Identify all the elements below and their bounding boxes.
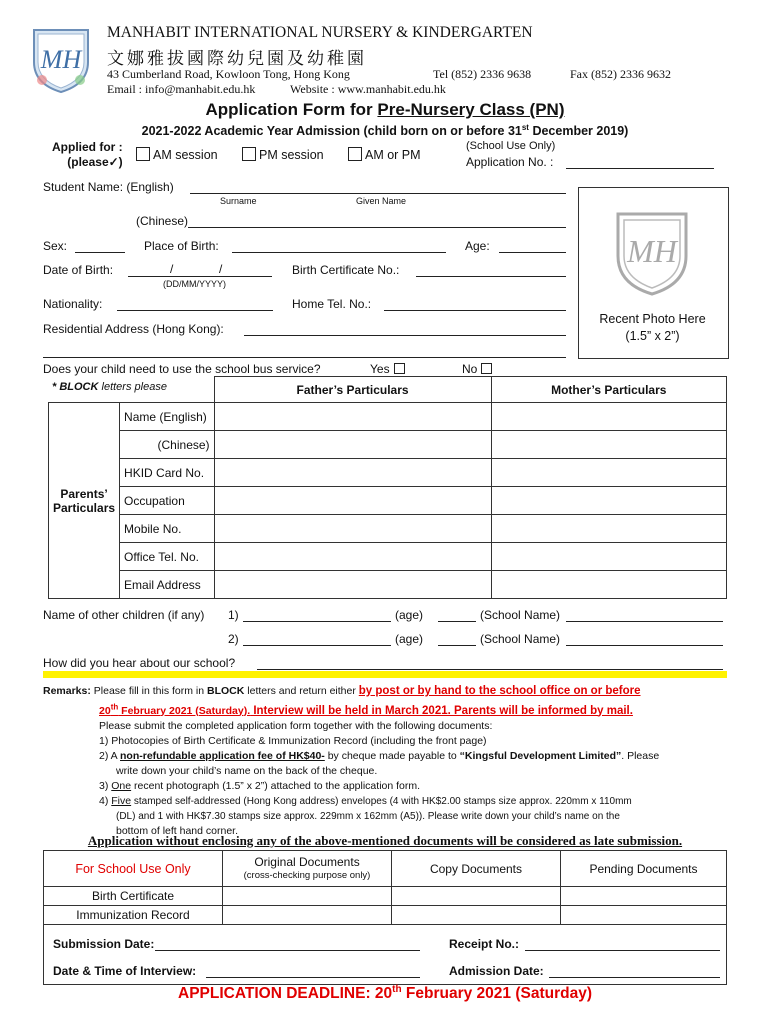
sex-field[interactable] bbox=[75, 252, 125, 253]
svg-text:MH: MH bbox=[40, 45, 82, 74]
pm-session-option[interactable]: PM session bbox=[242, 147, 324, 162]
father-occupation-field[interactable] bbox=[214, 487, 491, 515]
school-website: Website : www.manhabit.edu.hk bbox=[290, 82, 446, 96]
original-documents-header: Original Documents (cross-checking purpose only) bbox=[223, 851, 392, 887]
father-name-chinese-field[interactable] bbox=[214, 431, 491, 459]
dob-slash-1: / bbox=[170, 262, 174, 276]
place-of-birth-label: Place of Birth: bbox=[144, 239, 219, 253]
school-logo bbox=[28, 22, 94, 94]
student-name-chinese-label: (Chinese) bbox=[136, 214, 189, 228]
father-office-tel-field[interactable] bbox=[214, 543, 491, 571]
school-name-chinese: 文娜雅拔國際幼兒園及幼稚園 bbox=[107, 49, 367, 68]
pending-documents-header: Pending Documents bbox=[561, 851, 727, 887]
hear-about-school-field[interactable] bbox=[257, 669, 723, 670]
interview-date-label: Date & Time of Interview: bbox=[53, 964, 197, 978]
highlight-bar bbox=[43, 671, 727, 678]
school-address: 43 Cumberland Road, Kowloon Tong, Hong Kong bbox=[107, 67, 350, 81]
other-child-2-age-field[interactable] bbox=[438, 645, 476, 646]
dob-format-caption: (DD/MM/YYYY) bbox=[163, 279, 226, 289]
age-label: Age: bbox=[465, 239, 490, 253]
application-no-label: Application No. : bbox=[466, 155, 554, 169]
dob-slash-2: / bbox=[219, 262, 223, 276]
am-or-pm-checkbox[interactable] bbox=[348, 147, 362, 161]
mother-name-english-field[interactable] bbox=[491, 403, 726, 431]
bus-no-option[interactable]: No bbox=[462, 362, 492, 376]
submission-date-field[interactable] bbox=[155, 950, 420, 951]
birth-certificate-row-label: Birth Certificate bbox=[44, 887, 223, 906]
immunization-record-row-label: Immunization Record bbox=[44, 906, 223, 925]
late-submission-note: Application without enclosing any of the above-mentioned documents will be considered as late submission. bbox=[87, 833, 683, 848]
place-of-birth-field[interactable] bbox=[232, 252, 446, 253]
school-email: Email : info@manhabit.edu.hk bbox=[107, 82, 256, 96]
father-mobile-field[interactable] bbox=[214, 515, 491, 543]
photo-label: Recent Photo Here (1.5” x 2”) bbox=[599, 312, 706, 343]
row-label-hkid: HKID Card No. bbox=[120, 459, 215, 487]
mother-occupation-field[interactable] bbox=[491, 487, 726, 515]
other-child-1-number: 1) bbox=[228, 608, 239, 622]
mother-hkid-field[interactable] bbox=[491, 459, 726, 487]
application-deadline: APPLICATION DEADLINE: 20th February 2021 (Saturday) bbox=[178, 984, 592, 1003]
birth-certificate-pending-cell[interactable] bbox=[561, 887, 727, 906]
row-label-office-tel: Office Tel. No. bbox=[120, 543, 215, 571]
am-or-pm-option[interactable]: AM or PM bbox=[348, 147, 421, 162]
date-of-birth-label: Date of Birth: bbox=[43, 263, 114, 277]
school-name-english: MANHABIT INTERNATIONAL NURSERY & KINDERGARTEN bbox=[107, 24, 533, 41]
row-label-mobile: Mobile No. bbox=[120, 515, 215, 543]
student-name-english-field[interactable] bbox=[190, 193, 566, 194]
given-name-caption: Given Name bbox=[356, 196, 407, 206]
other-child-2-name-field[interactable] bbox=[243, 645, 391, 646]
home-tel-label: Home Tel. No.: bbox=[292, 297, 372, 311]
residential-address-label: Residential Address (Hong Kong): bbox=[43, 322, 224, 336]
school-use-label: (School Use Only) bbox=[466, 140, 556, 152]
father-hkid-field[interactable] bbox=[214, 459, 491, 487]
receipt-no-field[interactable] bbox=[525, 950, 720, 951]
photo-watermark-logo bbox=[604, 200, 700, 300]
other-child-2-age-label: (age) bbox=[395, 632, 424, 646]
row-label-name-chinese: (Chinese) bbox=[120, 431, 215, 459]
mother-office-tel-field[interactable] bbox=[491, 543, 726, 571]
student-name-english-label: Student Name: (English) bbox=[43, 180, 174, 194]
interview-date-field[interactable] bbox=[206, 977, 420, 978]
bus-no-checkbox[interactable] bbox=[481, 363, 492, 374]
other-child-2-school-label: (School Name) bbox=[480, 632, 561, 646]
nationality-field[interactable] bbox=[117, 310, 273, 311]
other-child-2-school-field[interactable] bbox=[566, 645, 723, 646]
residential-address-field-2[interactable] bbox=[43, 357, 566, 358]
birth-certificate-original-cell[interactable] bbox=[223, 887, 392, 906]
bus-yes-checkbox[interactable] bbox=[394, 363, 405, 374]
application-no-field[interactable] bbox=[566, 168, 714, 169]
other-child-1-school-field[interactable] bbox=[566, 621, 723, 622]
other-child-2-number: 2) bbox=[228, 632, 239, 646]
father-name-english-field[interactable] bbox=[214, 403, 491, 431]
school-bus-question: Does your child need to use the school bus service? bbox=[43, 362, 321, 376]
birth-certificate-field[interactable] bbox=[416, 276, 566, 277]
nationality-label: Nationality: bbox=[43, 297, 103, 311]
admission-date-field[interactable] bbox=[549, 977, 720, 978]
student-name-chinese-field[interactable] bbox=[188, 227, 566, 228]
mother-email-field[interactable] bbox=[491, 571, 726, 599]
bus-yes-option[interactable]: Yes bbox=[370, 362, 405, 376]
am-session-option[interactable]: AM session bbox=[136, 147, 218, 162]
birth-certificate-copy-cell[interactable] bbox=[392, 887, 561, 906]
immunization-original-cell[interactable] bbox=[223, 906, 392, 925]
remarks-block: Remarks: Please fill in this form in BLOCK letters and return either by post or by hand to the school office on or before 20th February 2021 (Saturday). Interview will be held in March 2021. Parents will be informed by mail. Please submit the completed application form together with the following documents: 1) Photocopies of Birth Certificate & Immunization Record (including the front page) 2) A non-refundable application fee of HK$40- by cheque made payable to “Kingsful Development Limited”. Please write down your child’s name on the back of the cheque. 3) One recent photograph (1.5” x 2”) attached to the application form. 4) Five stamped self-addressed (Hong Kong address) envelopes (4 with HK$2.00 stamps size approx. 220mm x 110mm (DL) and 1 with HK$7.30 stamps size approx. 229mm x 162mm (A5)). Please write down your child’s name on the bottom of left hand corner. bbox=[43, 685, 660, 837]
other-child-1-age-label: (age) bbox=[395, 608, 424, 622]
school-fax: Fax (852) 2336 9632 bbox=[570, 67, 671, 81]
home-tel-field[interactable] bbox=[384, 310, 566, 311]
date-of-birth-field[interactable] bbox=[128, 276, 272, 277]
pm-session-checkbox[interactable] bbox=[242, 147, 256, 161]
father-email-field[interactable] bbox=[214, 571, 491, 599]
sex-label: Sex: bbox=[43, 239, 68, 253]
other-child-1-age-field[interactable] bbox=[438, 621, 476, 622]
parents-side-label: Parents’ Particulars bbox=[49, 403, 120, 599]
mother-particulars-header: Mother’s Particulars bbox=[491, 377, 726, 403]
mother-name-chinese-field[interactable] bbox=[491, 431, 726, 459]
admission-date-label: Admission Date: bbox=[449, 964, 544, 978]
immunization-pending-cell[interactable] bbox=[561, 906, 727, 925]
other-child-1-school-label: (School Name) bbox=[480, 608, 561, 622]
copy-documents-header: Copy Documents bbox=[392, 851, 561, 887]
immunization-copy-cell[interactable] bbox=[392, 906, 561, 925]
mother-mobile-field[interactable] bbox=[491, 515, 726, 543]
residential-address-field-1[interactable] bbox=[244, 335, 566, 336]
applied-for-label: Applied for : (please✓) bbox=[52, 140, 123, 169]
surname-caption: Surname bbox=[220, 196, 257, 206]
form-title: Application Form for Pre-Nursery Class (PN) bbox=[205, 100, 565, 119]
am-session-checkbox[interactable] bbox=[136, 147, 150, 161]
other-child-1-name-field[interactable] bbox=[243, 621, 391, 622]
row-label-email: Email Address bbox=[120, 571, 215, 599]
submission-date-label: Submission Date: bbox=[53, 937, 155, 951]
parents-particulars-table bbox=[48, 376, 727, 599]
birth-certificate-label: Birth Certificate No.: bbox=[292, 263, 400, 277]
receipt-no-label: Receipt No.: bbox=[449, 937, 520, 951]
age-field[interactable] bbox=[499, 252, 566, 253]
form-subtitle: 2021-2022 Academic Year Admission (child born on or before 31st December 2019) bbox=[141, 123, 629, 139]
father-particulars-header: Father’s Particulars bbox=[214, 377, 491, 403]
school-tel: Tel (852) 2336 9638 bbox=[433, 67, 532, 81]
row-label-name-english: Name (English) bbox=[120, 403, 215, 431]
svg-text:MH: MH bbox=[627, 233, 677, 269]
hear-about-school-label: How did you hear about our school? bbox=[43, 656, 236, 670]
block-letters-note: * BLOCK letters please bbox=[52, 381, 167, 393]
school-use-header: For School Use Only bbox=[44, 851, 223, 887]
row-label-occupation: Occupation bbox=[120, 487, 215, 515]
other-children-label: Name of other children (if any) bbox=[43, 608, 205, 622]
